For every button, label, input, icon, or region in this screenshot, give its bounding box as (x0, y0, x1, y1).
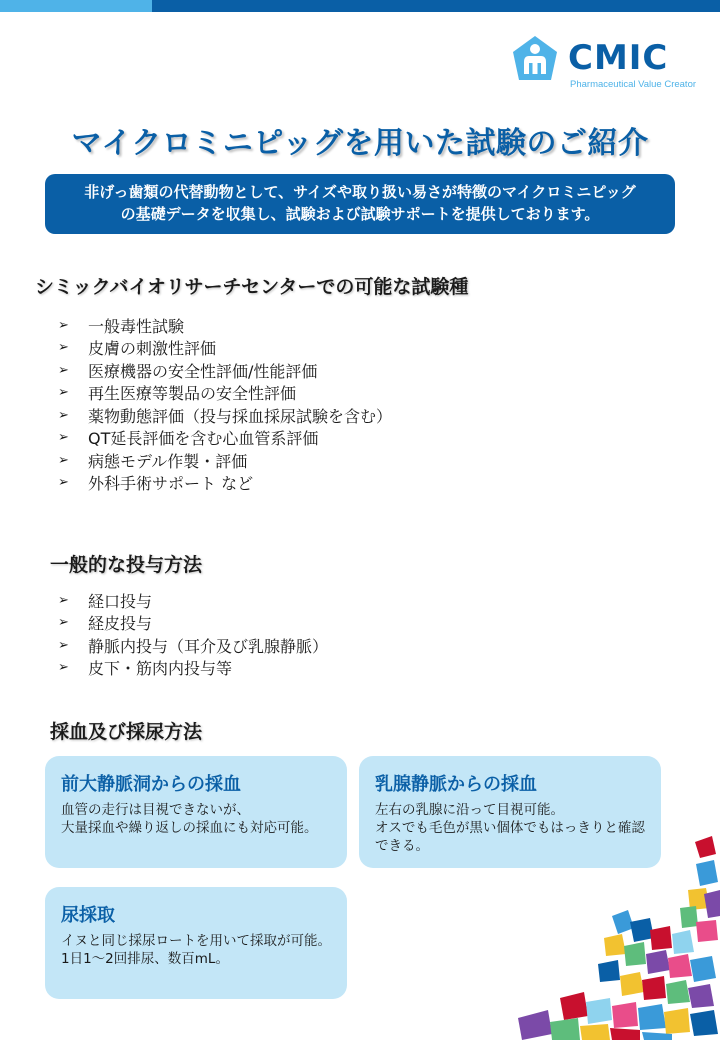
house-person-logo-icon (510, 34, 560, 84)
arrowhead-bullet-icon: ➢ (58, 407, 69, 423)
list-item (58, 657, 328, 680)
list-item (58, 449, 392, 472)
list-item (58, 314, 392, 337)
page-title: マイクロミニピッグを用いた試験のご紹介 (71, 126, 649, 161)
list-item (58, 382, 392, 405)
arrowhead-bullet-icon: ➢ (58, 385, 69, 401)
card-body (61, 801, 333, 837)
list-item-text: 一般毒性試験 (88, 316, 185, 336)
list-item-text: 皮膚の刺激性評価 (88, 339, 217, 359)
tests-heading: シミックバイオリサーチセンターでの可能な試験種 (35, 276, 469, 298)
list-item (58, 359, 392, 382)
list-item-text: 薬物動態評価（投与採血採尿試験を含む） (88, 406, 393, 426)
top-bar-light-segment (0, 0, 152, 12)
card-title: 尿採取 (61, 905, 115, 926)
arrowhead-bullet-icon: ➢ (58, 317, 69, 333)
card-title: 前大静脈洞からの採血 (61, 774, 241, 795)
sampling-card-urine (45, 887, 347, 999)
list-item (58, 589, 328, 612)
list-item-text: 皮下・筋肉内投与等 (88, 659, 233, 679)
list-item-text: 静脈内投与（耳介及び乳腺静脈） (88, 636, 329, 656)
list-item-text: 病態モデル作製・評価 (88, 451, 248, 471)
arrowhead-bullet-icon: ➢ (58, 660, 69, 676)
dosing-list (58, 589, 328, 679)
card-line: 1日1～2回排尿、数百mL。 (61, 951, 229, 967)
list-item-text: QT延長評価を含む心血管系評価 (88, 429, 319, 449)
dosing-heading: 一般的な投与方法 (50, 554, 203, 576)
list-item-text: 経皮投与 (88, 614, 153, 634)
card-title: 乳腺静脈からの採血 (375, 774, 537, 795)
arrowhead-bullet-icon: ➢ (58, 615, 69, 631)
list-item (58, 404, 392, 427)
arrowhead-bullet-icon: ➢ (58, 340, 69, 356)
card-body (61, 932, 333, 968)
list-item (58, 472, 392, 495)
list-item-text: 再生医療等製品の安全性評価 (88, 384, 297, 404)
logo-tagline: Pharmaceutical Value Creator (570, 79, 697, 90)
arrowhead-bullet-icon: ➢ (58, 592, 69, 608)
list-item (58, 337, 392, 360)
list-item-text: 医療機器の安全性評価/性能評価 (88, 361, 318, 381)
card-line: 血管の走行は目視できないが、 (61, 802, 250, 818)
sampling-heading: 採血及び採尿方法 (50, 721, 203, 743)
cmic-logo (510, 34, 710, 94)
list-item (58, 612, 328, 635)
list-item (58, 427, 392, 450)
top-color-bar (0, 0, 720, 12)
intro-line-2: の基礎データを収集し、試験および試験サポートを提供しております。 (120, 205, 600, 223)
logo-wordmark: CMIC (568, 38, 669, 78)
tests-list (58, 314, 392, 494)
top-bar-dark-segment (152, 0, 720, 12)
arrowhead-bullet-icon: ➢ (58, 430, 69, 446)
list-item-text: 外科手術サポート など (88, 474, 254, 494)
intro-banner (45, 174, 675, 234)
arrowhead-bullet-icon: ➢ (58, 362, 69, 378)
arrowhead-bullet-icon: ➢ (58, 475, 69, 491)
card-line: オスでも毛色が黒い個体でもはっきりと確認 (375, 820, 645, 836)
sampling-card-vena-cava (45, 756, 347, 868)
arrowhead-bullet-icon: ➢ (58, 452, 69, 468)
card-line: 左右の乳腺に沿って目視可能。 (375, 802, 564, 818)
list-item (58, 634, 328, 657)
card-line: イヌと同じ採尿ロートを用いて採取が可能。 (61, 933, 331, 949)
intro-line-1: 非げっ歯類の代替動物として、サイズや取り扱い易さが特徴のマイクロミニピッグ (84, 183, 636, 201)
card-line: できる。 (375, 838, 429, 854)
card-line: 大量採血や繰り返しの採血にも対応可能。 (61, 820, 318, 836)
decorative-shapes (500, 830, 720, 1040)
list-item-text: 経口投与 (88, 591, 153, 611)
arrowhead-bullet-icon: ➢ (58, 637, 69, 653)
